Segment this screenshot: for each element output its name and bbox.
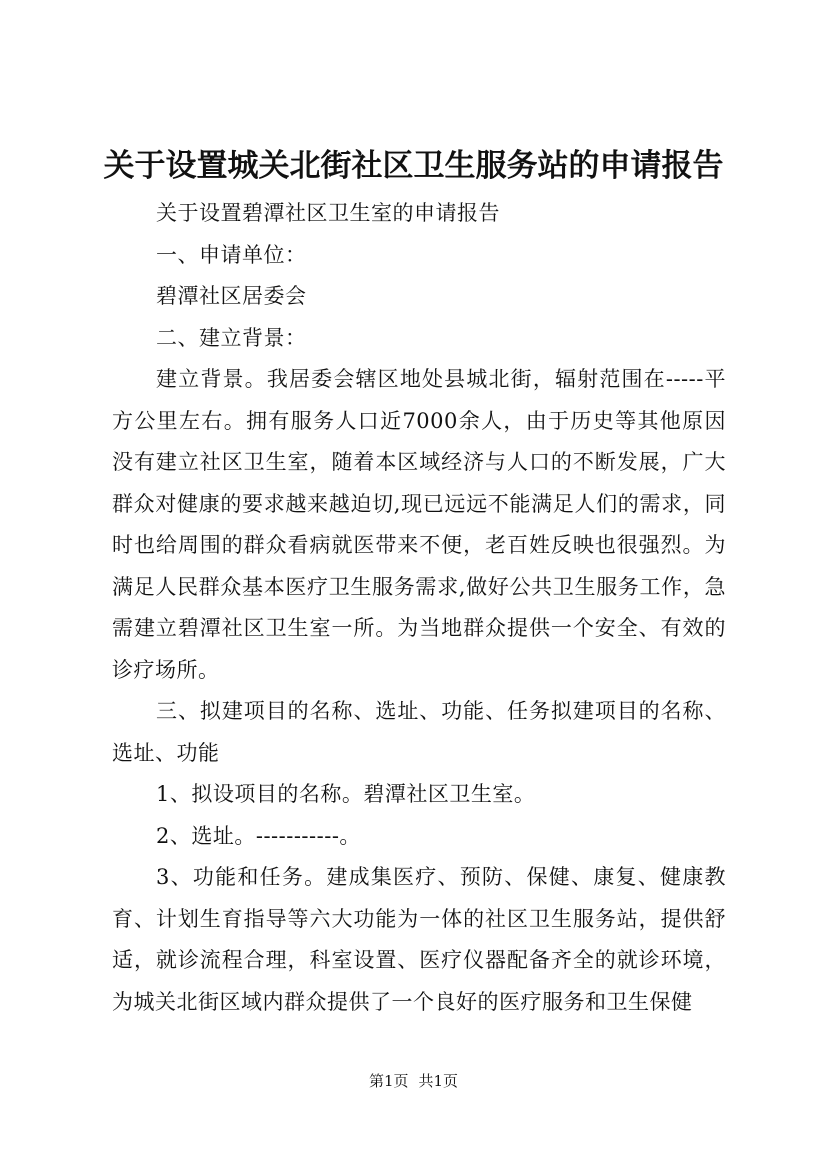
page-number-total: 共1页 xyxy=(418,1072,459,1090)
paragraph-section-2-heading: 二、建立背景： xyxy=(156,325,307,350)
paragraph-item-1: 1、拟设项目的名称。碧潭社区卫生室。 xyxy=(156,782,536,806)
page-footer xyxy=(0,1071,827,1091)
paragraph-section-3-heading: 三、拟建项目的名称、选址、功能、任务拟建项目的名称、选址、功能 xyxy=(112,699,726,765)
paragraph-item-3: 3、功能和任务。建成集医疗、预防、保健、康复、健康教育、计划生育指导等六大功能为一体的社区卫生服务站，提供舒适，就诊流程合理，科室设置、医疗仪器配备齐全的就诊环境，为城关北街区域内群众提供了一个良好的医疗服务和卫生保健 xyxy=(112,865,726,1014)
paragraph-item-2: 2、选址。-----------。 xyxy=(156,823,361,848)
page-number-current: 第1页 xyxy=(368,1072,409,1090)
paragraph-background: 建立背景。我居委会辖区地处县城北街，辐射范围在-----平方公里左右。拥有服务人口近7000余人，由于历史等其他原因没有建立社区卫生室，随着本区域经济与人口的不断发展，广大群众对健康的要求越来越迫切,现已远远不能满足人们的需求，同时也给周围的群众看病就医带来不便，老百姓反映也很强烈。为满足人民群众基本医疗卫生服务需求,做好公共卫生服务工作，急需建立碧潭社区卫生室一所。为当地群众提供一个安全、有效的诊疗场所。 xyxy=(112,367,726,682)
document-body xyxy=(112,193,726,1023)
document-title: 关于设置城关北街社区卫生服务站的申请报告 xyxy=(103,148,724,184)
paragraph-subtitle: 关于设置碧潭社区卫生室的申请报告 xyxy=(156,201,500,225)
paragraph-section-1-heading: 一、申请单位： xyxy=(156,242,307,267)
paragraph-applicant: 碧潭社区居委会 xyxy=(156,284,307,308)
